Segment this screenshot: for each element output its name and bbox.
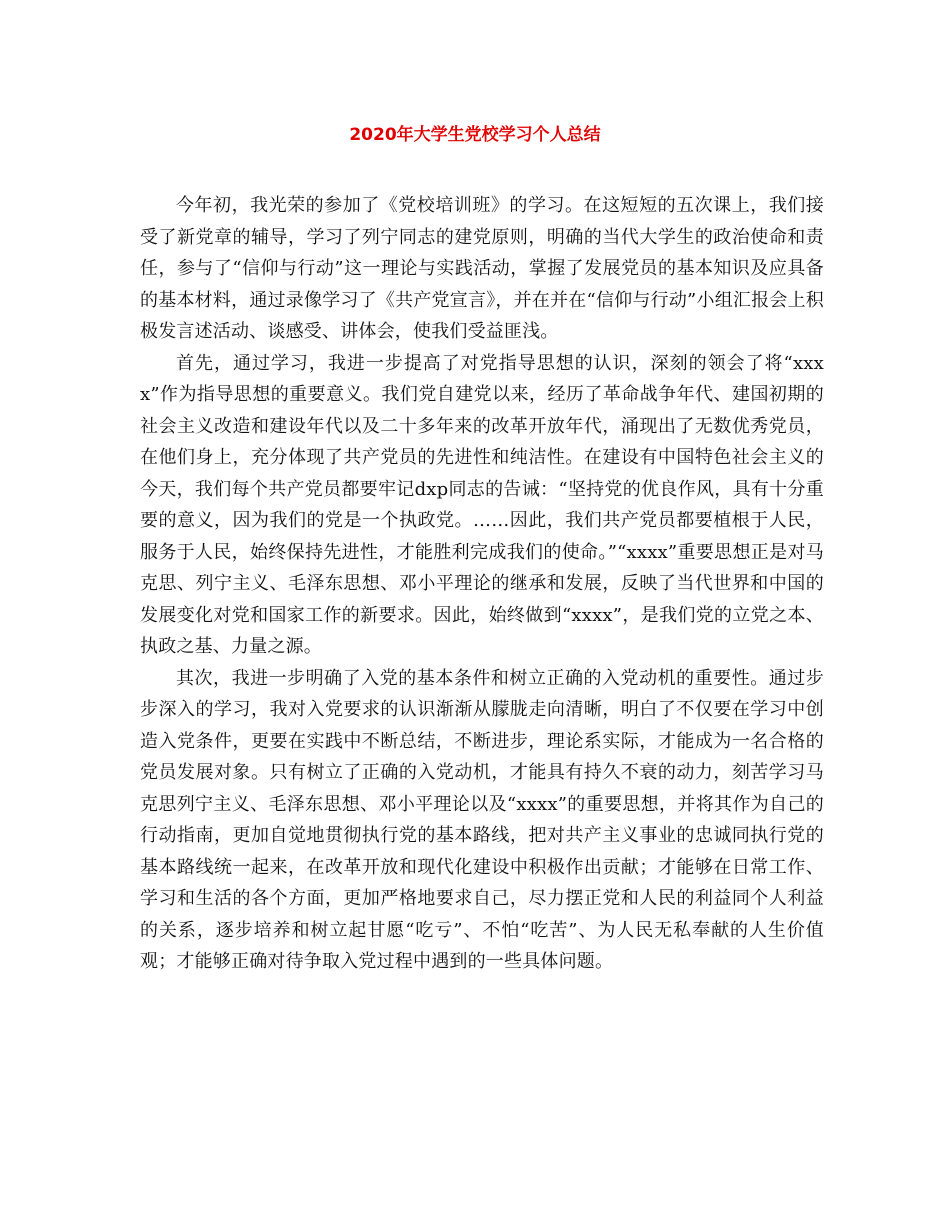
paragraph-2: 首先，通过学习，我进一步提高了对党指导思想的认识，深刻的领会了将“xxxx”作为指导思想的重要意义。我们党自建党以来，经历了革命战争年代、建国初期的社会主义改造和建设年代以及二十多年来的改革开放年代，涌现出了无数优秀党员，在他们身上，充分体现了共产党员的先进性和纯洁性。在建设有中国特色社会主义的今天，我们每个共产党员都要牢记dxp同志的告诫：“坚持党的优良作风，具有十分重要的意义，因为我们的党是一个执政党。……因此，我们共产党员都要植根于人民，服务于人民，始终保持先进性，才能胜利完成我们的使命。”“xxxx”重要思想正是对马克思、列宁主义、毛泽东思想、邓小平理论的继承和发展，反映了当代世界和中国的发展变化对党和国家工作的新要求。因此，始终做到“xxxx”，是我们党的立党之本、执政之基、力量之源。 [140,352,824,657]
document-body [140,190,824,978]
document-title: 2020年大学生党校学习个人总结 [349,125,601,145]
paragraph-3: 其次，我进一步明确了入党的基本条件和树立正确的入党动机的重要性。通过步步深入的学习，我对入党要求的认识渐渐从朦胧走向清晰，明白了不仅要在学习中创造入党条件，更要在实践中不断总结，不断进步，理论系实际，才能成为一名合格的党员发展对象。只有树立了正确的入党动机，才能具有持久不衰的动力，刻苦学习马克思列宁主义、毛泽东思想、邓小平理论以及“xxxx”的重要思想，并将其作为自己的行动指南，更加自觉地贯彻执行党的基本路线，把对共产主义事业的忠诚同执行党的基本路线统一起来，在改革开放和现代化建设中积极作出贡献；才能够在日常工作、学习和生活的各个方面，更加严格地要求自己，尽力摆正党和人民的利益同个人利益的关系，逐步培养和树立起甘愿“吃亏”、不怕“吃苦”、为人民无私奉献的人生价值观；才能够正确对待争取入党过程中遇到的一些具体问题。 [140,667,824,972]
paragraph-1: 今年初，我光荣的参加了《党校培训班》的学习。在这短短的五次课上，我们接受了新党章的辅导，学习了列宁同志的建党原则，明确的当代大学生的政治使命和责任，参与了“信仰与行动”这一理论与实践活动，掌握了发展党员的基本知识及应具备的基本材料，通过录像学习了《共产党宣言》，并在并在“信仰与行动”小组汇报会上积极发言述活动、谈感受、讲体会，使我们受益匪浅。 [140,195,824,342]
